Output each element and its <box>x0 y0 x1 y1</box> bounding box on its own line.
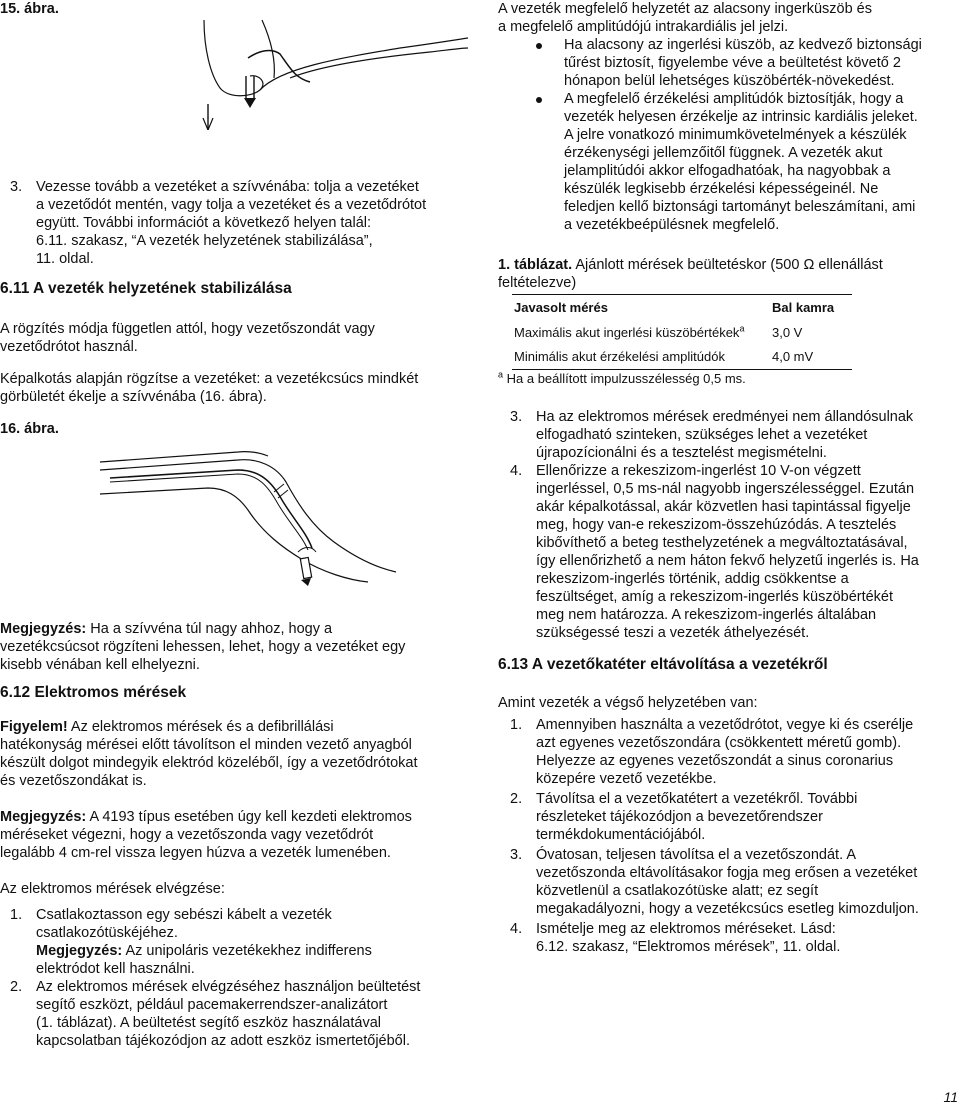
paragraph-line: A vezeték megfelelő helyzetét az alacsony ingerküszöb és <box>498 1 872 17</box>
table-cell-label: Maximális akut ingerlési küszöbértékek <box>514 325 740 340</box>
figure-16-illustration <box>98 448 398 588</box>
step-line: így ellenőrizhető a nem háton fekvő helyzetű ingerlés is. Ha <box>536 553 919 569</box>
paragraph-line: A rögzítés módja független attól, hogy vezetőszondát vagy <box>0 321 375 337</box>
step-line: ingerléssel, 0,5 ms-nál nagyobb ingerszélességgel. Ezután <box>536 481 915 497</box>
step-number: 3. <box>510 409 523 425</box>
section-6-13-title: 6.13 A vezetőkatéter eltávolítása a vezetékről <box>498 656 828 673</box>
warning-block <box>0 718 470 790</box>
warning-line: készült dolgot mindegyik elektród közeléből, így a vezetődrótokat <box>0 755 418 771</box>
table-caption-text: Ajánlott mérések beültetéskor (500 Ω ellenállást <box>572 257 883 273</box>
footnote-mark: a <box>498 369 504 380</box>
step-number: 2. <box>510 791 523 807</box>
step-line: részleteket tájékozódjon a bevezetőrendszer <box>536 809 823 825</box>
bullet-item <box>498 90 960 234</box>
step-number: 4. <box>510 463 523 479</box>
step-line: Ellenőrizze a rekeszizom-ingerlést 10 V-on végzett <box>536 463 861 479</box>
step-3 <box>10 178 470 268</box>
step-line: megakadályozni, hogy a vezetékcsúcs esetleg kimozduljon. <box>536 901 919 917</box>
paragraph-line: görbületét ékelje a szívvénába (16. ábra). <box>0 389 267 405</box>
bullet-line: érzékenységi jellemzőitől függnek. A vezeték akut <box>564 145 883 161</box>
figure-15-illustration <box>200 18 470 130</box>
table-caption <box>498 256 960 292</box>
table-caption-label: 1. táblázat. <box>498 257 573 273</box>
footnote-text: Ha a beállított impulzusszélesség 0,5 ms. <box>503 371 746 386</box>
step-line: meg nem határozza. A rekeszizom-ingerlés általában <box>536 607 877 623</box>
step-4-right <box>510 462 960 642</box>
warning-line: hatékonyság mérései előtt távolítson el minden vezető anyagból <box>0 737 412 753</box>
top-paragraph <box>498 0 960 36</box>
remove-intro: Amint vezeték a végső helyzetében van: <box>498 695 758 711</box>
table-row <box>512 321 852 345</box>
step-line: Csatlakoztasson egy sebészi kábelt a vezeték <box>36 907 332 923</box>
step-line: termékdokumentációjából. <box>536 827 706 843</box>
table-row <box>512 345 852 369</box>
bullet-item <box>498 36 960 90</box>
step-3-right <box>510 408 960 462</box>
step-line: kapcsolatban tájékozódjon az adott eszköz ismertetőjéből. <box>36 1033 410 1049</box>
step-line: Távolítsa el a vezetőkatétert a vezetékről. További <box>536 791 858 807</box>
step-line: feszültséget, amíg a rekeszizom-ingerlés küszöbértékét <box>536 589 894 605</box>
measurement-table <box>512 294 852 370</box>
remove-step-3 <box>510 846 960 918</box>
paragraph-line: vezetődrótot használ. <box>0 339 138 355</box>
bullet-line: tűrést biztosít, figyelembe véve a beültetést követő 2 <box>564 55 901 71</box>
step-line: meg, hogy van-e rekeszizom-összehúzódás. A tesztelés <box>536 517 897 533</box>
section-6-11-title: 6.11 A vezeték helyzetének stabilizálása <box>0 280 292 297</box>
step-line: szükségessé teszi a vezeték áthelyezését. <box>536 625 810 641</box>
step-line: Amennyiben használta a vezetődrótot, vegye ki és cserélje <box>536 717 914 733</box>
note-label: Megjegyzés: <box>36 943 123 959</box>
remove-step-4 <box>510 920 960 956</box>
step-line: (1. táblázat). A beültetést segítő eszköz használatával <box>36 1015 381 1031</box>
bullet-line: A jelre vonatkozó minimumkövetelmények a készülék <box>564 127 907 143</box>
table-header-row <box>512 295 852 321</box>
step-line: közepére vezető vezetékbe. <box>536 771 717 787</box>
bullet-line: A megfelelő érzékelési amplitúdók biztosítják, hogy a <box>564 91 904 107</box>
step-number: 3. <box>510 847 523 863</box>
step-3-line: 6.11. szakasz, “A vezeték helyzetének stabilizálása”, <box>36 233 373 249</box>
note-line: kisebb vénában kell elhelyezni. <box>0 657 200 673</box>
note-text: A 4193 típus esetében úgy kell kezdeti elektromos <box>86 809 412 825</box>
table-header-cell: Javasolt mérés <box>514 300 608 315</box>
table-cell-value: 3,0 V <box>772 325 803 340</box>
step-number: 1. <box>510 717 523 733</box>
step-line: Helyezze az egyenes vezetőszondát a sinus coronarius <box>536 753 894 769</box>
bullet-line: feledjen kellő biztonsági tartományt beleszámítani, ami <box>564 199 916 215</box>
step-line: Óvatosan, teljesen távolítsa el a vezetőszondát. A <box>536 847 856 863</box>
note-line: méréseket végezni, hogy a vezetőszonda vagy vezetődrót <box>0 827 374 843</box>
bullet-line: Ha alacsony az ingerlési küszöb, az kedvező biztonsági <box>564 37 922 53</box>
step-3-number: 3. <box>10 179 23 195</box>
note-4193 <box>0 808 470 862</box>
remove-step-2 <box>510 790 960 844</box>
bullet-dot <box>536 97 542 103</box>
step-line: újrapozícionálni és a tesztelést megismételni. <box>536 445 827 461</box>
section-6-12-title: 6.12 Elektromos mérések <box>0 684 187 701</box>
step-line: akár képalkotással, akár közvetlen hasi tapintással figyelje <box>536 499 911 515</box>
step-3-line: a vezetődót mentén, vagy tolja a vezetéket és a vezetődrótot <box>36 197 427 213</box>
table-footnote-mark: a <box>739 323 745 334</box>
note-vein-size <box>0 620 470 674</box>
step-line: 6.12. szakasz, “Elektromos mérések”, 11. oldal. <box>536 939 841 955</box>
step-line: rekeszizom-ingerlés történik, addig csökkentse a <box>536 571 849 587</box>
step-line: közvetlenül a csatlakozótüske alatt; ez segít <box>536 883 819 899</box>
warning-text: Az elektromos mérések és a defibrillálási <box>67 719 334 735</box>
bullet-line: hónapon belül lehetséges küszöbérték-növekedést. <box>564 73 895 89</box>
step-line: azt egyenes vezetőszondára (csökkentett méretű gomb). <box>536 735 902 751</box>
remove-step-1 <box>510 716 960 788</box>
note-line: legalább 4 cm-rel vissza legyen húzva a vezeték lumenében. <box>0 845 391 861</box>
table-header-cell: Bal kamra <box>772 300 835 315</box>
step-line: vezetőszonda eltávolításakor fogja meg erősen a vezetéket <box>536 865 918 881</box>
table-caption-line: feltételezve) <box>498 275 577 291</box>
measure-intro: Az elektromos mérések elvégzése: <box>0 881 225 897</box>
step-line: elfogadható szinteken, szükséges lehet a vezetéket <box>536 427 868 443</box>
measure-step-2 <box>10 978 470 1050</box>
step-line: Ismételje meg az elektromos méréseket. Lásd: <box>536 921 836 937</box>
step-number: 2. <box>10 979 23 995</box>
paragraph-line: a megfelelő amplitúdójú intrakardiális jel jelzi. <box>498 19 789 35</box>
paragraph-imaging <box>0 370 470 406</box>
step-line: kibővíthető a beteg testhelyzetének a megváltoztatásával, <box>536 535 908 551</box>
bullet-line: készülék legkisebb érzékelési képességeinél. Ne <box>564 181 879 197</box>
note-line: vezetékcsúcsot rögzíteni lehessen, lehet, hogy a vezetéket egy <box>0 639 406 655</box>
measure-step-1 <box>10 906 470 978</box>
note-label: Megjegyzés: <box>0 621 87 637</box>
table-cell-label: Minimális akut érzékelési amplitúdók <box>514 349 725 364</box>
note-text: Ha a szívvéna túl nagy ahhoz, hogy a <box>86 621 333 637</box>
note-text: Az unipoláris vezetékekhez indifferens <box>122 943 372 959</box>
step-3-line: 11. oldal. <box>36 251 94 267</box>
bullet-line: a vezetékbeépülésnek megfelelő. <box>564 217 780 233</box>
step-number: 1. <box>10 907 23 923</box>
paragraph-line: Képalkotás alapján rögzítse a vezetéket: a vezetékcsúcs mindkét <box>0 371 419 387</box>
figure-16-label: 16. ábra. <box>0 421 59 437</box>
bullet-line: jelamplitúdói akkor elfogadhatóak, ha nagyobbak a <box>564 163 891 179</box>
step-3-line: Vezesse tovább a vezetéket a szívvénába: tolja a vezetéket <box>36 179 419 195</box>
warning-line: és vezetőszondákat is. <box>0 773 147 789</box>
page-number: 11 <box>943 1089 958 1105</box>
step-line: Az elektromos mérések elvégzéséhez használjon beültetést <box>36 979 421 995</box>
note-line: elektródot kell használni. <box>36 961 195 977</box>
step-line: segítő eszközt, például pacemakerrendszer-analizátort <box>36 997 388 1013</box>
step-number: 4. <box>510 921 523 937</box>
step-line: csatlakozótüskéjéhez. <box>36 925 178 941</box>
bullet-dot <box>536 43 542 49</box>
step-3-line: együtt. További információt a következő helyen talál: <box>36 215 372 231</box>
bullet-line: vezeték helyesen érzékelje az intrinsic kardiális jeleket. <box>564 109 918 125</box>
table-footnote <box>498 370 746 388</box>
figure-15-label: 15. ábra. <box>0 1 59 17</box>
note-label: Megjegyzés: <box>0 809 87 825</box>
warning-label: Figyelem! <box>0 719 68 735</box>
table-cell-value: 4,0 mV <box>772 349 814 364</box>
paragraph-fixation <box>0 320 470 356</box>
step-line: Ha az elektromos mérések eredményei nem állandósulnak <box>536 409 914 425</box>
